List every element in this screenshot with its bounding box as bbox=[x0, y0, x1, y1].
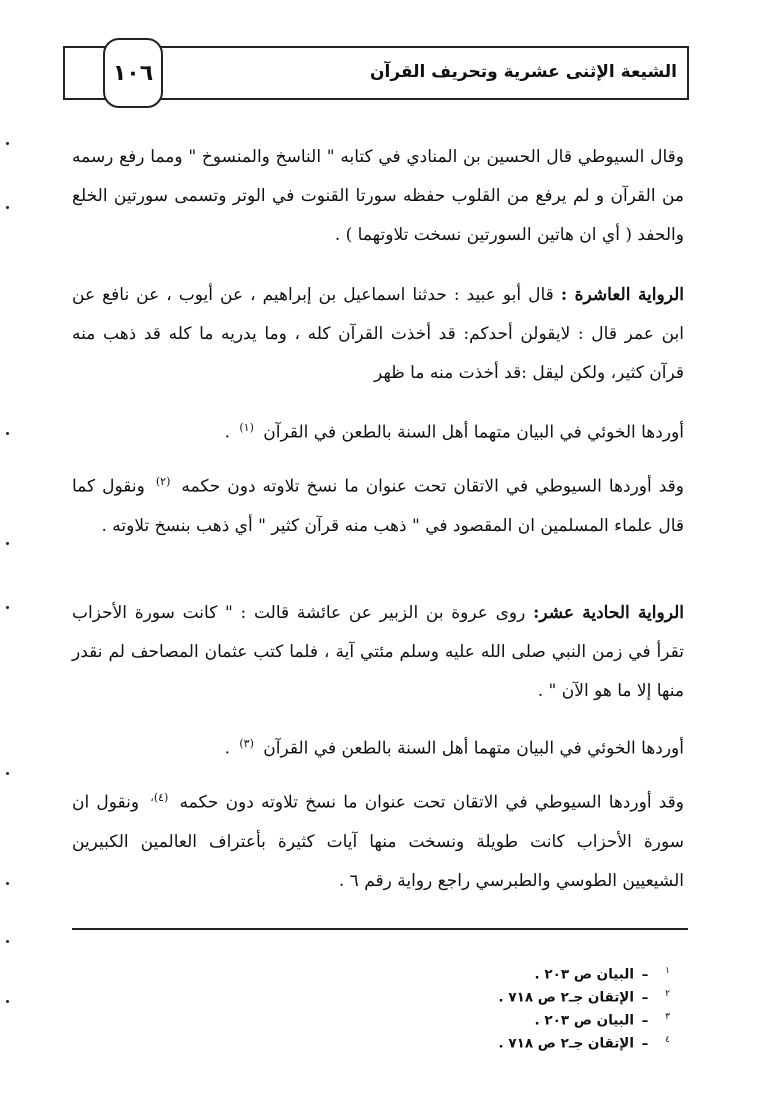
footnote-number: ٣ bbox=[665, 1012, 670, 1022]
scan-speck bbox=[6, 432, 9, 435]
footnote-dash: – bbox=[641, 1035, 649, 1052]
footnote-ref-1[interactable]: (١) bbox=[239, 421, 254, 434]
paragraph-text: قال أبو عبيد : حدثنا اسماعيل بن إبراهيم ، عن أيوب ، عن نافع عن ابن عمر قال : لايقولن أحدكم: قد أخذت القرآن كله ، وما يدريه ما كله قد ذهب منه قرآن كثير، ولكن ليقل :قد أخذت منه ما ظهر bbox=[72, 285, 684, 383]
footnote-dash: – bbox=[641, 966, 649, 983]
paragraph-6 bbox=[72, 724, 684, 769]
scan-speck bbox=[6, 940, 9, 943]
scan-speck bbox=[6, 206, 9, 209]
paragraph-4 bbox=[72, 462, 684, 546]
scan-speck bbox=[6, 142, 9, 145]
footnote-2 bbox=[370, 983, 670, 1006]
footnote-ref-4[interactable]: (٤)، bbox=[150, 791, 169, 804]
footnote-number: ١ bbox=[665, 966, 670, 976]
page-number: ١٠٦ bbox=[112, 60, 154, 86]
narration-11 bbox=[72, 594, 684, 711]
narration-10 bbox=[72, 276, 684, 393]
paragraph-1 bbox=[72, 138, 684, 255]
paragraph-tail: . bbox=[224, 738, 230, 759]
footnote-dash: – bbox=[641, 989, 649, 1006]
scan-speck bbox=[6, 882, 9, 885]
footnote-text: البيان ص ٢٠٣ . bbox=[534, 1012, 634, 1029]
footnote-number: ٢ bbox=[665, 989, 670, 999]
footnote-ref-2[interactable]: (٢) bbox=[155, 475, 171, 488]
paragraph-tail: . bbox=[224, 422, 230, 443]
footnote-3 bbox=[370, 1006, 670, 1029]
footnote-number: ٤ bbox=[665, 1035, 670, 1045]
page-number-frame bbox=[103, 38, 163, 108]
footnote-1 bbox=[370, 960, 670, 983]
footnotes bbox=[370, 960, 670, 1052]
footnote-separator bbox=[72, 928, 688, 930]
footnote-text: البيان ص ٢٠٣ . bbox=[534, 966, 634, 983]
footnote-text: الإتقان جـ٢ ص ٧١٨ . bbox=[498, 1035, 634, 1052]
paragraph-tail: ونقول كما قال علماء المسلمين ان المقصود في " ذهب منه قرآن كثير " أي ذهب بنسخ تلاوته . bbox=[72, 476, 684, 536]
paragraph-text: وقال السيوطي قال الحسين بن المنادي في كتابه " الناسخ والمنسوخ " ومما رفع رسمه من القرآن و لم يرفع من القلوب حفظه سورتا القنوت في الوتر وتسمى سورتين الخلع والحفد ( أي ان هاتين السورتين نسخت تلاوتهما ) . bbox=[72, 147, 684, 245]
scan-speck bbox=[6, 542, 9, 545]
footnote-dash: – bbox=[641, 1012, 649, 1029]
paragraph-text: روى عروة بن الزبير عن عائشة قالت : " كانت سورة الأحزاب تقرأ في زمن النبي صلى الله عليه وسلم مئتي آية ، فلما كتب عثمان المصاحف لم نقدر منها إلا ما هو الآن " . bbox=[72, 603, 684, 701]
scan-speck bbox=[6, 1000, 9, 1003]
page-header bbox=[63, 46, 689, 100]
narration-label: الرواية الحادية عشر: bbox=[533, 603, 684, 623]
header-title: الشيعة الإثنى عشرية وتحريف القرآن bbox=[370, 62, 677, 82]
paragraph-text: وقد أوردها السيوطي في الاتقان تحت عنوان ما نسخ تلاوته دون حكمه bbox=[179, 792, 685, 813]
paragraph-text: أوردها الخوئي في البيان متهما أهل السنة بالطعن في القرآن bbox=[263, 738, 684, 759]
narration-label: الرواية العاشرة : bbox=[560, 285, 685, 305]
paragraph-3 bbox=[72, 408, 684, 453]
footnote-ref-3[interactable]: (٣) bbox=[239, 737, 254, 750]
paragraph-text: وقد أوردها السيوطي في الاتقان تحت عنوان ما نسخ تلاوته دون حكمه bbox=[181, 476, 685, 497]
scan-speck bbox=[6, 606, 9, 609]
paragraph-7 bbox=[72, 778, 684, 901]
paragraph-text: أوردها الخوئي في البيان متهما أهل السنة بالطعن في القرآن bbox=[263, 422, 684, 443]
footnote-4 bbox=[370, 1029, 670, 1052]
paragraph-tail: ونقول ان سورة الأحزاب كانت طويلة ونسخت منها آيات كثيرة بأعتراف العالمين الكبيرين الشيعيين الطوسي والطبرسي راجع رواية رقم ٦ . bbox=[72, 792, 684, 891]
footnote-text: الإتقان جـ٢ ص ٧١٨ . bbox=[498, 989, 634, 1006]
scan-speck bbox=[6, 772, 9, 775]
